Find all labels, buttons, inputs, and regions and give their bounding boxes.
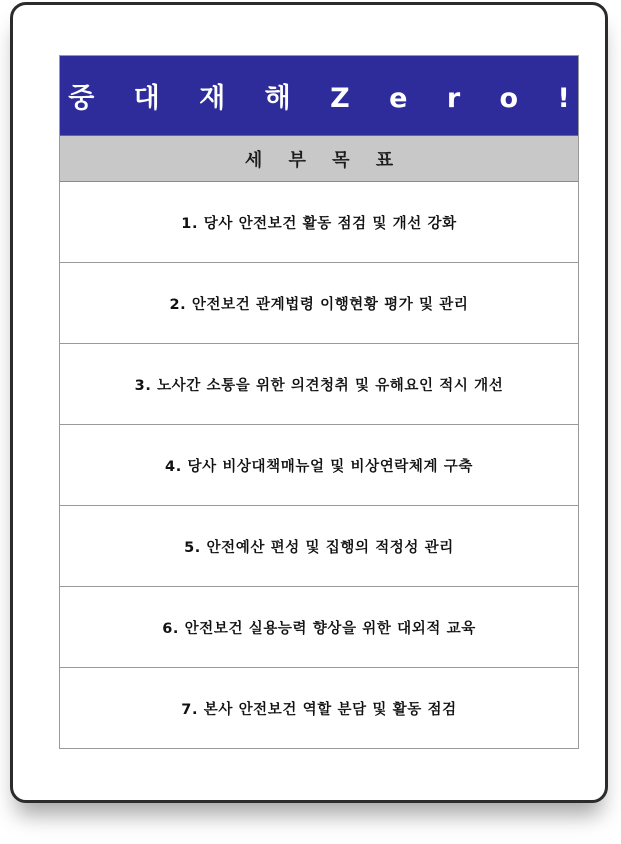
- card-frame: [10, 2, 608, 803]
- goal-row: [60, 344, 578, 425]
- goal-text: 4. 당사 비상대책매뉴얼 및 비상연락체계 구축: [165, 458, 473, 475]
- subtitle-banner: [60, 136, 578, 182]
- goal-row: [60, 587, 578, 668]
- title-banner: [60, 56, 585, 136]
- goals-table: [59, 55, 585, 749]
- goal-row: [60, 425, 578, 506]
- goal-list: [60, 182, 578, 749]
- goal-text: 7. 본사 안전보건 역할 분담 및 활동 점검: [181, 702, 457, 718]
- goal-text: 6. 안전보건 실용능력 향상을 위한 대외적 교육: [162, 620, 476, 637]
- goal-row: [60, 263, 578, 344]
- goal-text: 3. 노사간 소통을 위한 의견청취 및 유해요인 적시 개선: [134, 377, 504, 394]
- goal-row: [60, 668, 578, 749]
- goal-row: [60, 182, 578, 263]
- goal-row: [60, 506, 578, 587]
- goal-text: 5. 안전예산 편성 및 집행의 적정성 관리: [184, 539, 454, 556]
- goal-text: 1. 당사 안전보건 활동 점검 및 개선 강화: [181, 215, 457, 232]
- goal-text: 2. 안전보건 관계법령 이행현황 평가 및 관리: [169, 296, 469, 313]
- section-subtitle: 세 부 목 표: [244, 149, 404, 171]
- page-title: 중 대 재 해 Z e r o !: [68, 83, 585, 114]
